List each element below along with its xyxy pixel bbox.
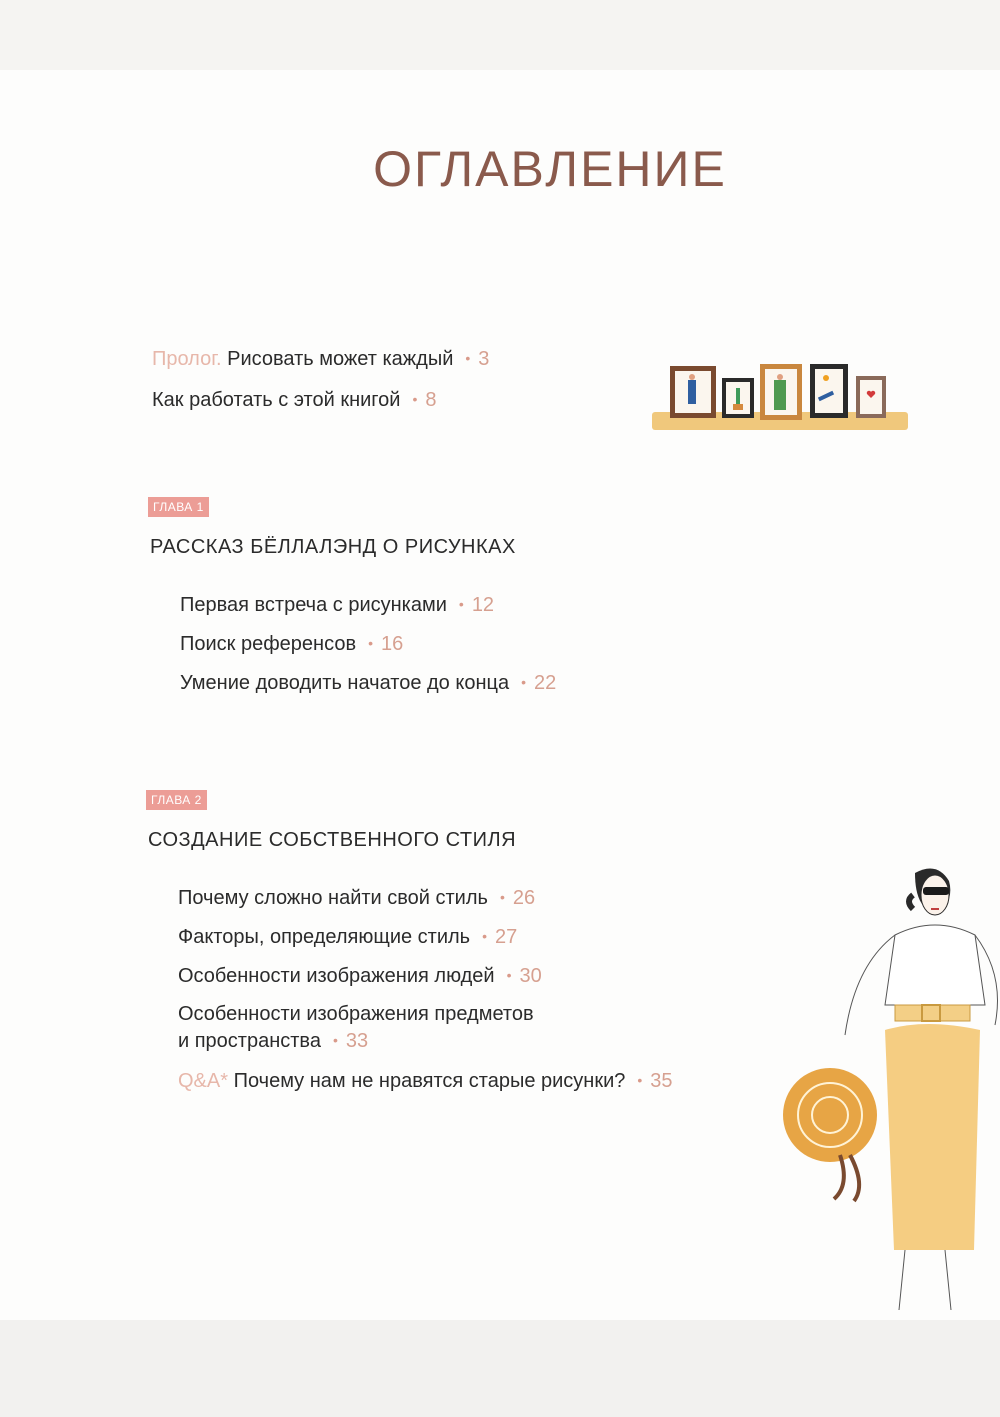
page-number: 35: [650, 1070, 673, 1092]
toc-entry[interactable]: [178, 923, 517, 950]
toc-entry[interactable]: [180, 591, 494, 618]
entry-prefix: Q&A*: [178, 1070, 229, 1092]
entry-title: Почему сложно найти свой стиль: [178, 887, 488, 909]
page-number: 26: [512, 887, 536, 909]
dot-separator: •: [412, 391, 418, 407]
shelf-with-frames-illustration: [650, 360, 910, 435]
toc-entry-qa[interactable]: [178, 1067, 673, 1094]
toc-entry-multiline[interactable]: [178, 1001, 534, 1054]
toc-entry[interactable]: [178, 962, 542, 989]
dot-separator: •: [499, 889, 505, 905]
chapter-1-title[interactable]: РАССКАЗ БЁЛЛАЛЭНД О РИСУНКАХ: [150, 536, 516, 558]
page-number: 3: [478, 348, 490, 370]
entry-title: Факторы, определяющие стиль: [178, 926, 471, 948]
page-number: 33: [345, 1030, 369, 1052]
page-bottom-margin: [0, 1320, 1000, 1417]
entry-title: Поиск референсов: [180, 633, 357, 655]
page-number: 16: [380, 633, 404, 655]
dot-separator: •: [506, 967, 512, 983]
dot-separator: •: [637, 1072, 643, 1088]
woman-with-hat-illustration: [785, 855, 1000, 1325]
toc-entry[interactable]: [180, 669, 556, 696]
entry-title: Рисовать может каждый: [227, 348, 454, 370]
entry-title-line1: Особенности изображения предметов: [178, 1003, 534, 1025]
entry-title: Как работать с этой книгой: [152, 389, 401, 411]
entry-title: Первая встреча с рисунками: [180, 594, 447, 616]
chapter-2-title[interactable]: СОЗДАНИЕ СОБСТВЕННОГО СТИЛЯ: [148, 829, 517, 851]
page-title: ОГЛАВЛЕНИЕ: [373, 141, 727, 197]
page-number: 30: [519, 965, 542, 987]
page-number: 12: [471, 594, 495, 616]
entry-title: Почему нам не нравятся старые рисунки?: [233, 1070, 626, 1092]
entry-title: Особенности изображения людей: [178, 965, 495, 987]
dot-separator: •: [521, 674, 526, 690]
dot-separator: •: [482, 928, 487, 944]
entry-prefix: Пролог.: [152, 348, 222, 370]
toc-entry[interactable]: [178, 884, 535, 911]
chapter-1-label: ГЛАВА 1: [148, 497, 209, 517]
page-number: 8: [425, 389, 437, 411]
dot-separator: •: [368, 635, 373, 651]
dot-separator: •: [332, 1032, 338, 1048]
page-number: 27: [495, 926, 518, 948]
dot-separator: •: [465, 350, 471, 366]
dot-separator: •: [458, 596, 464, 612]
toc-entry-prologue[interactable]: [152, 345, 489, 372]
entry-title-line2: и пространства: [178, 1030, 321, 1052]
toc-entry[interactable]: [180, 630, 403, 657]
chapter-2-label: ГЛАВА 2: [146, 790, 207, 810]
toc-entry-how-to-use[interactable]: [152, 386, 436, 413]
entry-title: Умение доводить начатое до конца: [180, 672, 510, 694]
page-number: 22: [533, 672, 557, 694]
